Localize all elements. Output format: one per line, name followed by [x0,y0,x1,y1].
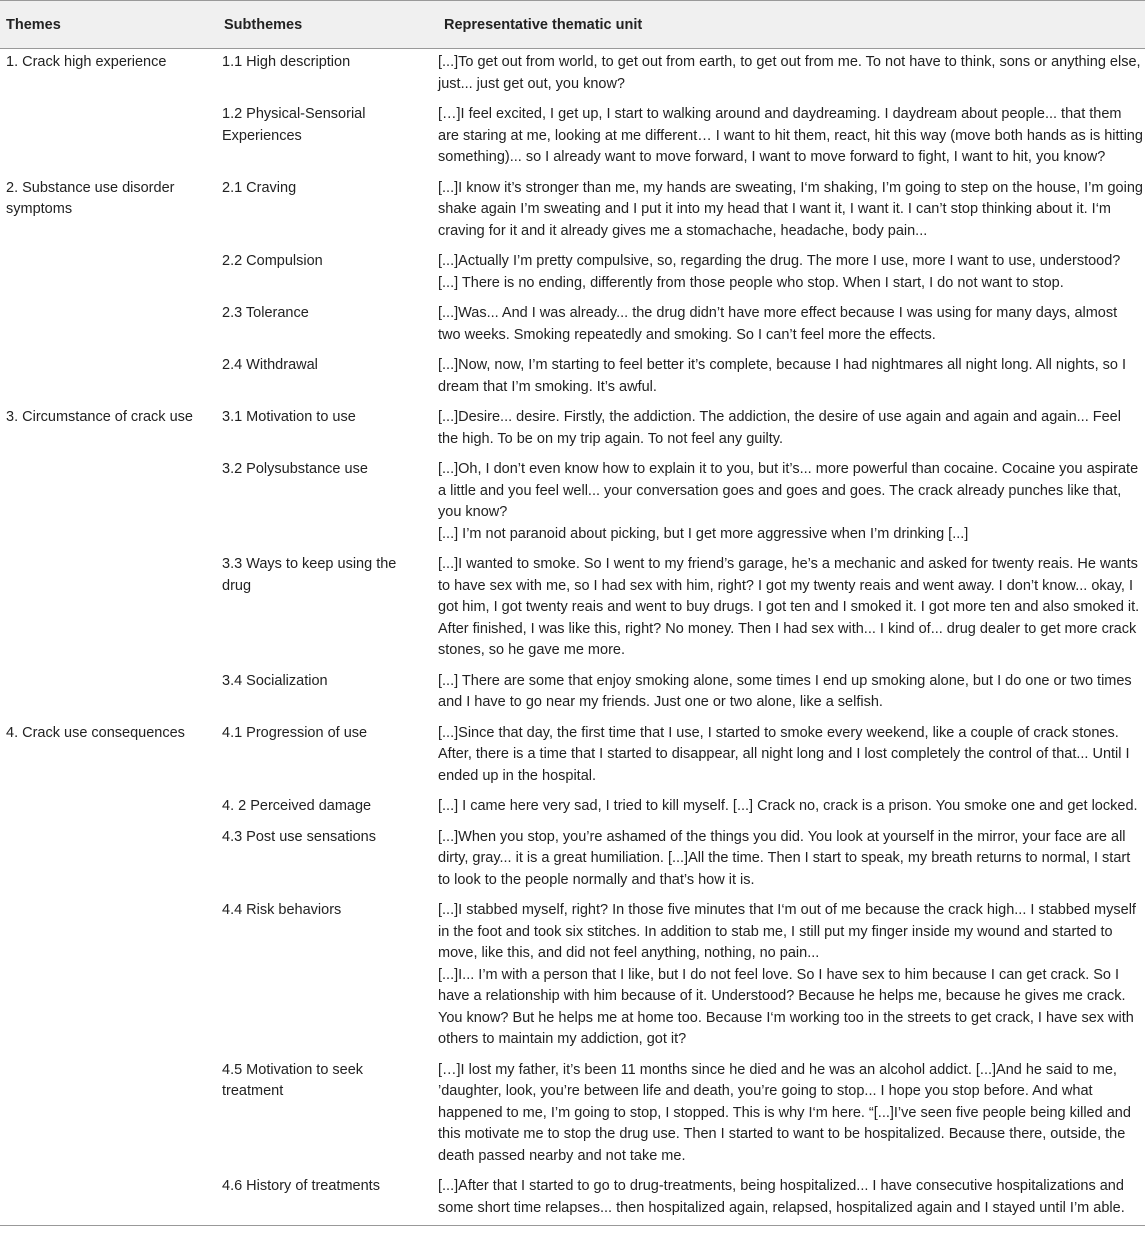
table-body [0,49,1145,1226]
thematic-unit-cell [438,49,1145,102]
subtheme-cell: 3.4 Socialization [222,672,328,689]
quote-text: [...]I stabbed myself, right? In those five minutes that I‘m out of me because the crack high... I stabbed myself in the foot and took six stitches. In addition to stab me, I still put my finger inside my wound and started to move, like this, and did not feel anything, nothing, no pain... [438,902,1136,961]
subtheme-cell: 4.6 History of treatments [222,1178,380,1194]
theme-cell [0,300,218,352]
theme-cell [0,456,218,551]
bottom-rule [0,1225,1145,1226]
subtheme-cell: 1.2 Physical-Sensorial Experiences [222,106,366,144]
thematic-unit-cell [438,248,1145,300]
quote-text: [...]I wanted to smoke. So I went to my friend’s garage, he’s a mechanic and asked for twenty reais. He wants to have sex with me, so I had sex with him, right? I got my twenty reais and went away. I don’t know... okay, I got him, I got twenty reais and went to buy drugs. I got ten and I smoked it. I got more ten and also smoked it. After finished, I was like this, right? No money. Then I had sex with... I kind of... drug dealer to get more crack stones, so he gave me more. [438,556,1140,658]
theme-cell [0,551,218,668]
theme-cell [0,1173,218,1225]
subtheme-cell: 4.4 Risk behaviors [222,902,342,918]
subtheme-cell: 4.3 Post use sensations [222,828,376,845]
subtheme-cell: 2.4 Withdrawal [222,357,318,373]
quote-text: [...]Since that day, the first time that I use, I started to smoke every weekend, like a couple of crack stones. After, there is a time that I started to disappear, all night long and I lost completely the control of that... Until I ended up in the hospital. [438,724,1130,784]
subtheme-cell: 4. 2 Perceived damage [222,798,372,814]
theme-cell [0,824,218,898]
theme-cell: 4. Crack use consequences [6,724,185,741]
table-row [0,101,1145,175]
table-row [0,175,1145,249]
quote-text: [...]I know it’s stronger than me, my hands are sweating, I‘m shaking, I’m going to step on the house, I’m going shake again I’m sweating and I put it into my head that I want it, I want it. I can’t stop thinking about it. I‘m craving for it and it already gives me a stomachache, headache, body pain... [438,179,1143,239]
thematic-unit-cell [438,668,1145,720]
thematic-unit-cell [438,551,1145,668]
table-row [0,897,1145,1057]
quote-text: [...]Was... And I was already... the drug didn’t have more effect because I was using for many days, almost two weeks. Smoking repeatedly and smoking. So I can’t feel more the effects. [438,305,1118,343]
theme-cell [0,668,218,720]
subtheme-cell: 3.2 Polysubstance use [222,461,368,477]
thematic-unit-cell [438,101,1145,175]
quote-text: [...]Oh, I don’t even know how to explain it to you, but it’s... more powerful than cocaine. Cocaine you aspirate a little and you feel well... your conversation goes and goes and goes. The crack already punches like that, you know? [438,461,1139,520]
header-subthemes: Subthemes [218,1,438,49]
theme-cell: 3. Circumstance of crack use [6,409,193,425]
quote-text: [...]To get out from world, to get out from earth, to get out from me. To not have to think, sons or anything else, just... just get out, you know? [438,54,1141,92]
quote-text: [...] There are some that enjoy smoking alone, some times I end up smoking alone, but I do one or two times and I have to go near my friends. Just one or two alone, like a selfish. [438,672,1132,710]
subtheme-cell: 2.1 Craving [222,179,297,196]
thematic-unit-cell [438,404,1145,456]
table-row [0,793,1145,824]
table-row [0,551,1145,668]
quote-text: [...]Actually I’m pretty compulsive, so, regarding the drug. The more I use, more I want to use, understood? [...] There is no ending, differently from those people who stop. When I start, I do not want to stop. [438,253,1121,291]
theme-cell [0,1057,218,1174]
theme-cell [0,897,218,1057]
table-row [0,404,1145,456]
quote-text: […]I feel excited, I get up, I start to walking around and daydreaming. I daydream about people... that them are staring at me, looking at me different… I want to hit them, react, hit this way (move both hands as is hitting something)... so I already want to move forward, I want to move forward to fight, I want to hit, you know? [438,106,1143,165]
table-row [0,1173,1145,1225]
quote-text: [...]Now, now, I’m starting to feel better it’s complete, because I had nightmares all night long. All nights, so I dream that I’m smoking. It’s awful. [438,357,1127,395]
quote-text: [...] I’m not paranoid about picking, but I get more aggressive when I’m drinking [...] [438,525,969,542]
table-row [0,49,1145,102]
header-row [0,1,1145,49]
thematic-unit-cell [438,824,1145,898]
quote-text: [...]Desire... desire. Firstly, the addiction. The addiction, the desire of use again and again and again... Feel the high. To be on my trip again. To not feel any guilty. [438,409,1121,447]
table-row [0,720,1145,794]
theme-cell: 2. Substance use disorder symptoms [6,179,175,217]
theme-cell [0,793,218,824]
header-representative-unit: Representative thematic unit [438,1,1145,49]
thematic-unit-cell [438,793,1145,824]
subtheme-cell: 4.1 Progression of use [222,724,368,741]
thematic-unit-cell [438,1173,1145,1225]
theme-cell [0,352,218,404]
subtheme-cell: 3.3 Ways to keep using the drug [222,556,397,594]
thematic-unit-cell [438,897,1145,1057]
thematic-unit-cell [438,720,1145,794]
quote-text: […]I lost my father, it’s been 11 months since he died and he was an alcohol addict. [...]And he said to me, ’daughter, look, you’re between life and death, you’re going to stop... I hope you stop before. And what happened to me, I’m going to stop, I stopped. This is why I‘m here. “[...]I’ve seen five people being killed and this motivate me to stop the drug use. Then I started to want to be hospitalized. Because there, outside, the death passed nearby and not take me. [438,1061,1131,1164]
subtheme-cell: 1.1 High description [222,54,351,70]
table-row [0,668,1145,720]
table-row [0,248,1145,300]
thematic-unit-cell [438,175,1145,249]
thematic-unit-cell [438,456,1145,551]
table-header [0,1,1145,49]
thematic-unit-cell [438,352,1145,404]
table-row [0,1057,1145,1174]
thematic-unit-cell [438,300,1145,352]
quote-text: [...]I... I’m with a person that I like, but I do not feel love. So I have sex to him because I can get crack. So I have a relationship with him because of it. Understood? Because he helps me, because he gives me crack. You know? But he helps me at home too. Because I‘m working too in the streets to get crack, I have sex with others to maintain my addiction, got it? [438,966,1134,1047]
theme-cell [0,101,218,175]
subtheme-cell: 3.1 Motivation to use [222,409,356,425]
header-themes: Themes [0,1,218,49]
table-row [0,352,1145,404]
quote-text: [...] I came here very sad, I tried to kill myself. [...] Crack no, crack is a prison. You smoke one and get locked. [438,798,1138,814]
theme-cell [0,248,218,300]
quote-text: [...]After that I started to go to drug-treatments, being hospitalized... I have consecutive hospitalizations and some short time relapses... then hospitalized again, relapsed, hospitalized again and I stayed until I’m able. [438,1178,1125,1216]
subtheme-cell: 2.2 Compulsion [222,253,323,269]
table-row [0,300,1145,352]
subtheme-cell: 4.5 Motivation to seek treatment [222,1061,364,1099]
theme-cell: 1. Crack high experience [6,54,167,70]
quote-text: [...]When you stop, you’re ashamed of the things you did. You look at yourself in the mirror, your face are all dirty, gray... it is a great humiliation. [...]All the time. Then I start to speak, my breath returns to normal, I start to look to the people normally and that’s how it is. [438,828,1131,888]
table-row [0,824,1145,898]
subtheme-cell: 2.3 Tolerance [222,305,309,321]
thematic-unit-cell [438,1057,1145,1174]
table-row [0,456,1145,551]
